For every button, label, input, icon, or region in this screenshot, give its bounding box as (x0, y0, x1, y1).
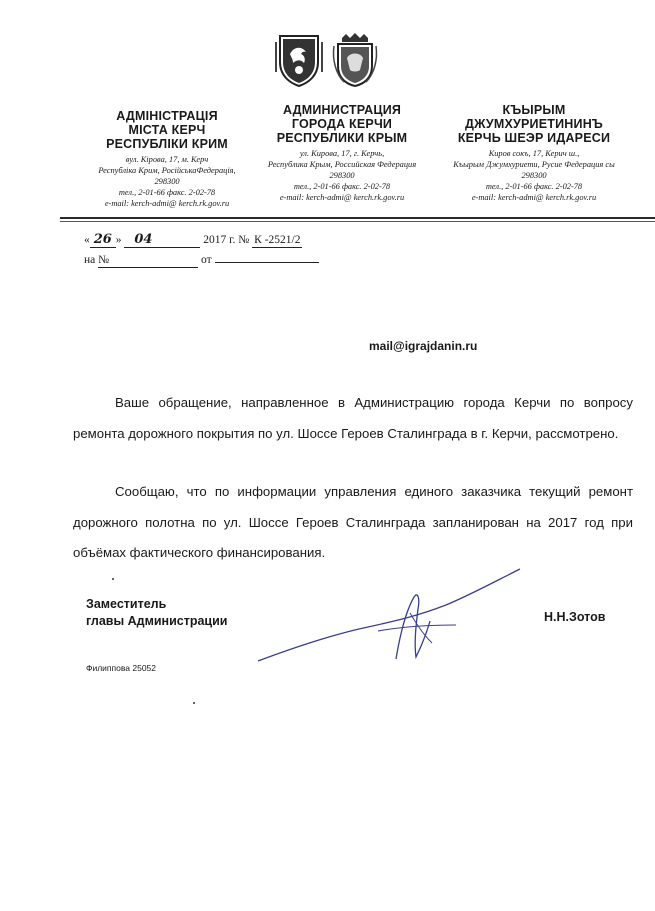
title-line: ДЖУМХУРИЕТИНИНЪ (464, 117, 603, 131)
org-title-russian (250, 103, 434, 145)
header-ukrainian (86, 109, 248, 209)
emblems (274, 32, 384, 88)
position-line: главы Администрации (86, 614, 228, 628)
header-russian (250, 103, 434, 203)
date-day: 26 (90, 233, 116, 248)
phone-line: тел., 2-01-66 факс. 2-02-78 (485, 182, 583, 191)
quote-open: « (84, 234, 90, 246)
incoming-reference (84, 253, 319, 268)
body-paragraph-1: Ваше обращение, направленное в Администрацию города Керчи по вопросу ремонта дорожного покрытия по ул. Шоссе Героев Сталинграда в г. Керчи, рассмотрено. (73, 395, 633, 441)
header-divider (60, 217, 655, 219)
address-line: ул. Кирова, 17, г. Керчь, (299, 149, 385, 158)
title-line: КЕРЧЬ ШЕЭР ИДАРЕСИ (457, 131, 611, 145)
address-line: Республіка Крим, РосійськаФедерація, (98, 166, 236, 175)
scan-speck (112, 578, 114, 580)
signatory-name: Н.Н.Зотов (544, 610, 606, 624)
title-line: РЕСПУБЛІКИ КРИМ (106, 137, 228, 151)
title-line: ГОРОДА КЕРЧИ (291, 117, 393, 131)
org-title-ukrainian (86, 109, 248, 151)
kerch-emblem-icon (330, 32, 380, 88)
address-line: Республика Крым, Российская Федерация (267, 160, 417, 169)
address-line: Къырым Джумхуриети, Русие Федерация сы (453, 160, 615, 169)
body-paragraph-2: Сообщаю, что по информации управления единого заказчика текущий ремонт дорожного полотна по ул. Шоссе Героев Сталинграда запланирован на 2017 год при объёмах фактического финансирования. (73, 484, 633, 560)
from-date-blank (215, 262, 319, 263)
date-month: 04 (124, 233, 200, 248)
title-line: КЪЫРЫМ (502, 103, 566, 117)
scan-speck (193, 702, 195, 704)
recipient-email: mail@igrajdanin.ru (369, 339, 478, 353)
reference-number: К -2521/2 (254, 234, 301, 246)
postcode: 298300 (329, 171, 355, 180)
address-line: Киров сокъ, 17, Керич ш., (488, 149, 580, 158)
position-line: Заместитель (86, 597, 167, 611)
date-year: 2017 г. № (203, 234, 250, 246)
header-crimean-tatar (444, 103, 624, 203)
number-label: № (98, 254, 110, 266)
email-line: e-mail: kerch-admi@ kerch.rk.gov.ru (104, 199, 230, 208)
handwritten-signature-icon (250, 565, 540, 675)
in-reply-label: на (84, 254, 96, 266)
title-line: АДМІНІСТРАЦІЯ (116, 109, 218, 123)
header-divider-thin (60, 221, 655, 222)
from-label: от (201, 254, 212, 266)
address-line: вул. Кірова, 17, м. Керч (125, 155, 209, 164)
executor-note: Филиппова 25052 (86, 663, 156, 673)
phone-line: тел., 2-01-66 факс. 2-02-78 (118, 188, 216, 197)
phone-line: тел., 2-01-66 факс. 2-02-78 (293, 182, 391, 191)
email-line: e-mail: kerch-admi@ kerch.rk.gov.ru (279, 193, 405, 202)
org-info-russian (250, 148, 434, 203)
postcode: 298300 (154, 177, 180, 186)
signatory-position (86, 596, 227, 630)
email-line: e-mail: kerch-admi@ kerch.rk.gov.ru (471, 193, 597, 202)
outgoing-reference (84, 233, 302, 248)
title-line: АДМИНИСТРАЦИЯ (282, 103, 402, 117)
org-info-crimean-tatar (444, 148, 624, 203)
title-line: РЕСПУБЛИКИ КРЫМ (276, 131, 408, 145)
quote-close: » (115, 234, 122, 246)
org-info-ukrainian (86, 154, 248, 209)
postcode: 298300 (521, 171, 547, 180)
title-line: МІСТА КЕРЧ (128, 123, 206, 137)
org-title-crimean-tatar (444, 103, 624, 145)
crimea-emblem-icon (274, 32, 324, 88)
